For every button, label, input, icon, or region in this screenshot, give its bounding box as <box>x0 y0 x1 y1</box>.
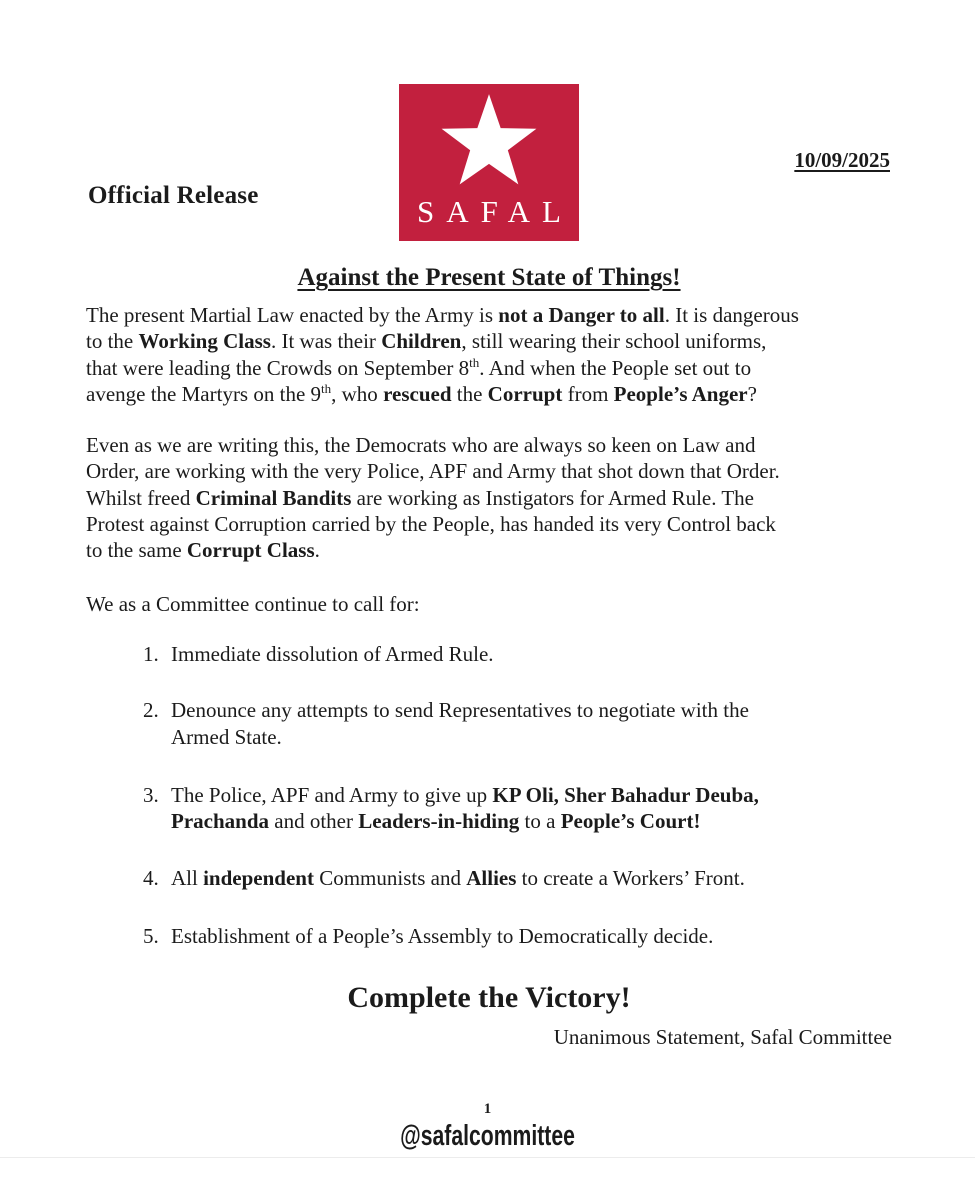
demands-list <box>86 641 892 949</box>
date: 10/09/2025 <box>794 148 890 172</box>
list-text: Denounce any attempts to send Representatives to negotiate with the Armed State. <box>171 698 749 749</box>
list-number: 5. <box>143 923 159 948</box>
list-number: 2. <box>143 698 159 723</box>
paragraph-1: The present Martial Law enacted by the Army is not a Danger to all. It is dangerous to the Working Class. It was their Children, still wearing their school uniforms, that were leading the Crowds on September 8th. And when the People set out to avenge the Martyrs on the 9th, who rescued the Corrupt from People’s Anger? <box>86 303 799 406</box>
list-item <box>86 641 892 667</box>
list-number: 1. <box>143 641 159 666</box>
header <box>0 0 975 241</box>
list-item <box>86 923 892 949</box>
social-handle: @safalcommittee <box>400 1120 575 1153</box>
list-number: 3. <box>143 782 159 807</box>
list-text: Establishment of a People’s Assembly to Democratically decide. <box>171 923 714 948</box>
page-number: 1 <box>483 1101 492 1118</box>
bottom-divider <box>0 1157 975 1158</box>
document-title: Against the Present State of Things! <box>297 264 681 291</box>
paragraph-2: Even as we are writing this, the Democrats who are always so keen on Law and Order, are working with the very Police, APF and Army that shot down that Order. Whilst freed Criminal Bandits are working as Instigators for Armed Rule. The Protest against Corruption carried by the People, has handed its very Control back to the same Corrupt Class. <box>86 433 780 563</box>
paragraph-3: We as a Committee continue to call for: <box>86 591 420 616</box>
list-text: Immediate dissolution of Armed Rule. <box>171 641 494 666</box>
closing-slogan: Complete the Victory! <box>347 981 631 1015</box>
logo-wordmark: SAFAL <box>417 194 573 229</box>
list-item <box>86 782 892 835</box>
release-label: Official Release <box>88 182 259 209</box>
list-item <box>86 865 892 891</box>
list-text: All independent Communists and Allies to create a Workers’ Front. <box>171 866 745 891</box>
signature: Unanimous Statement, Safal Committee <box>553 1025 892 1050</box>
list-item <box>86 697 892 750</box>
list-number: 4. <box>143 866 159 891</box>
list-text: The Police, APF and Army to give up KP Oli, Sher Bahadur Deuba, Prachanda and other Leaders-in-hiding to a People’s Court! <box>171 782 759 834</box>
document-body <box>86 262 892 1050</box>
safal-logo <box>399 84 579 241</box>
footer <box>0 1100 975 1152</box>
star-icon <box>430 90 548 194</box>
